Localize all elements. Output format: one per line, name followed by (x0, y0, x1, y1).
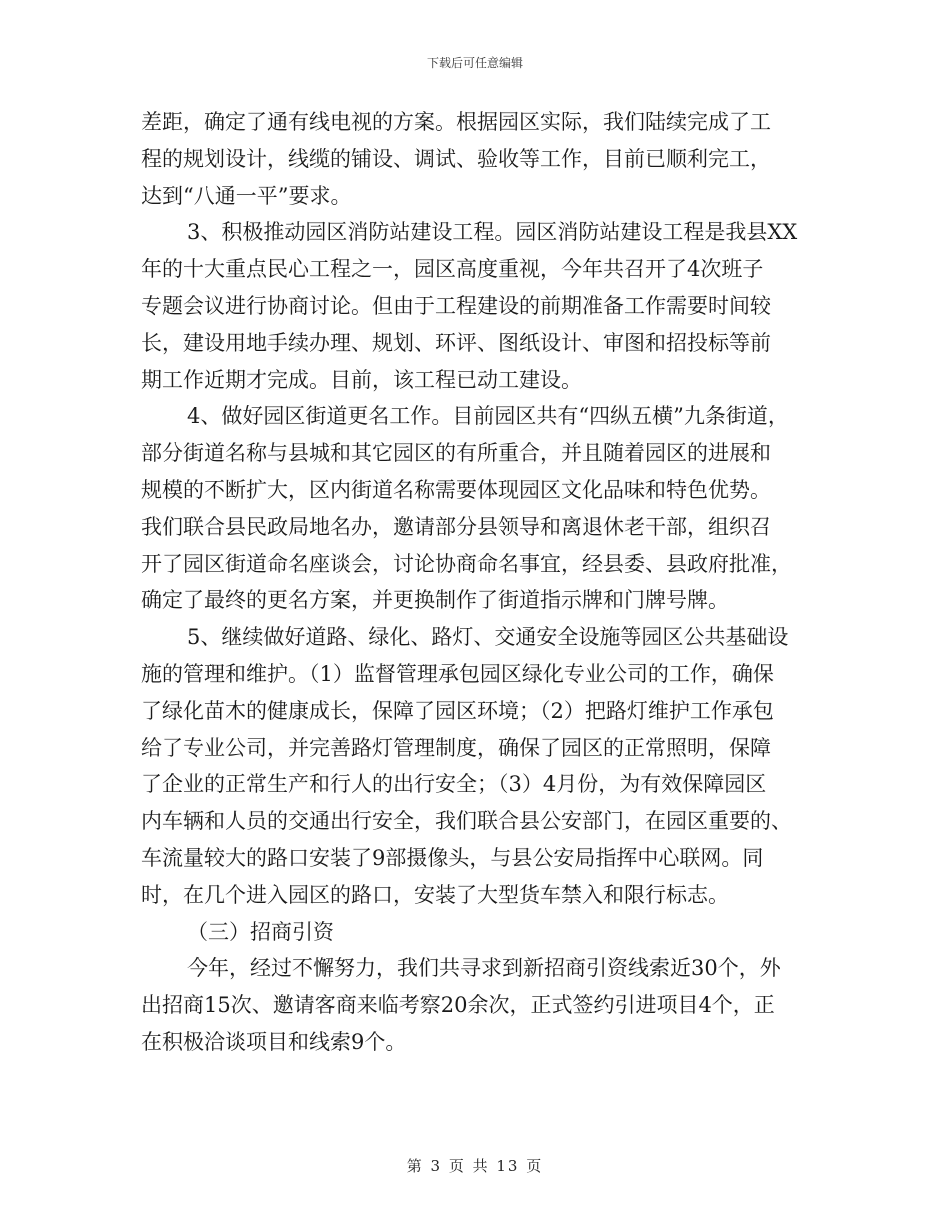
text-line: 长，建设用地手续办理、规划、环评、图纸设计、审图和招投标等前 (141, 330, 771, 355)
document-body (141, 104, 821, 1061)
text-line: 出招商15次、邀请客商来临考察20余次，正式签约引进项目4个，正 (141, 993, 775, 1018)
text-line: 我们联合县民政局地名办，邀请部分县领导和离退休老干部，组织召 (141, 514, 771, 539)
page-footer: 第 3 页 共 13 页 (406, 1157, 544, 1175)
text-line: 达到“八通一平”要求。 (141, 183, 352, 208)
text-line: 车流量较大的路口安装了9部摄像头，与县公安局指挥中心联网。同 (141, 845, 764, 870)
page-header: 下载后可任意编辑 (426, 56, 523, 70)
paragraph-start: 今年，经过不懈努力，我们共寻求到新招商引资线索近30个，外 (187, 956, 781, 981)
text-line: 给了专业公司，并完善路灯管理制度，确保了园区的正常照明，保障 (141, 735, 771, 760)
text-line: 规模的不断扩大，区内街道名称需要体现园区文化品味和特色优势。 (141, 477, 771, 502)
paragraph-start: 5、继续做好道路、绿化、路灯、交通安全设施等园区公共基础设 (187, 625, 789, 650)
text-line: 时，在几个进入园区的路口，安装了大型货车禁入和限行标志。 (141, 882, 729, 907)
text-line: 了企业的正常生产和行人的出行安全；（3）4月份，为有效保障园区 (141, 772, 767, 797)
text-line: 在积极洽谈项目和线索9个。 (141, 1029, 407, 1054)
paragraph-start: 4、做好园区街道更名工作。目前园区共有“四纵五横”九条街道， (187, 404, 789, 429)
text-line: 确定了最终的更名方案，并更换制作了街道指示牌和门牌号牌。 (141, 588, 729, 613)
text-line: 期工作近期才完成。目前，该工程已动工建设。 (141, 367, 582, 392)
text-line: 程的规划设计，线缆的铺设、调试、验收等工作，目前已顺利完工， (141, 146, 771, 171)
section-heading: （三）招商引资 (187, 919, 334, 944)
text-line: 差距，确定了通有线电视的方案。根据园区实际，我们陆续完成了工 (141, 110, 771, 134)
paragraph-start: 3、积极推动园区消防站建设工程。园区消防站建设工程是我县XX (187, 220, 798, 245)
text-line: 年的十大重点民心工程之一，园区高度重视，今年共召开了4次班子 (141, 257, 764, 282)
text-line: 施的管理和维护。（1）监督管理承包园区绿化专业公司的工作，确保 (141, 661, 774, 686)
text-line: 开了园区街道命名座谈会，讨论协商命名事宜，经县委、县政府批准， (141, 551, 792, 576)
text-line: 了绿化苗木的健康成长，保障了园区环境；（2）把路灯维护工作承包 (141, 698, 774, 723)
text-line: 内车辆和人员的交通出行安全，我们联合县公安部门，在园区重要的、 (141, 809, 792, 834)
text-line: 部分街道名称与县城和其它园区的有所重合，并且随着园区的进展和 (141, 441, 771, 466)
text-line: 专题会议进行协商讨论。但由于工程建设的前期准备工作需要时间较 (141, 293, 771, 318)
